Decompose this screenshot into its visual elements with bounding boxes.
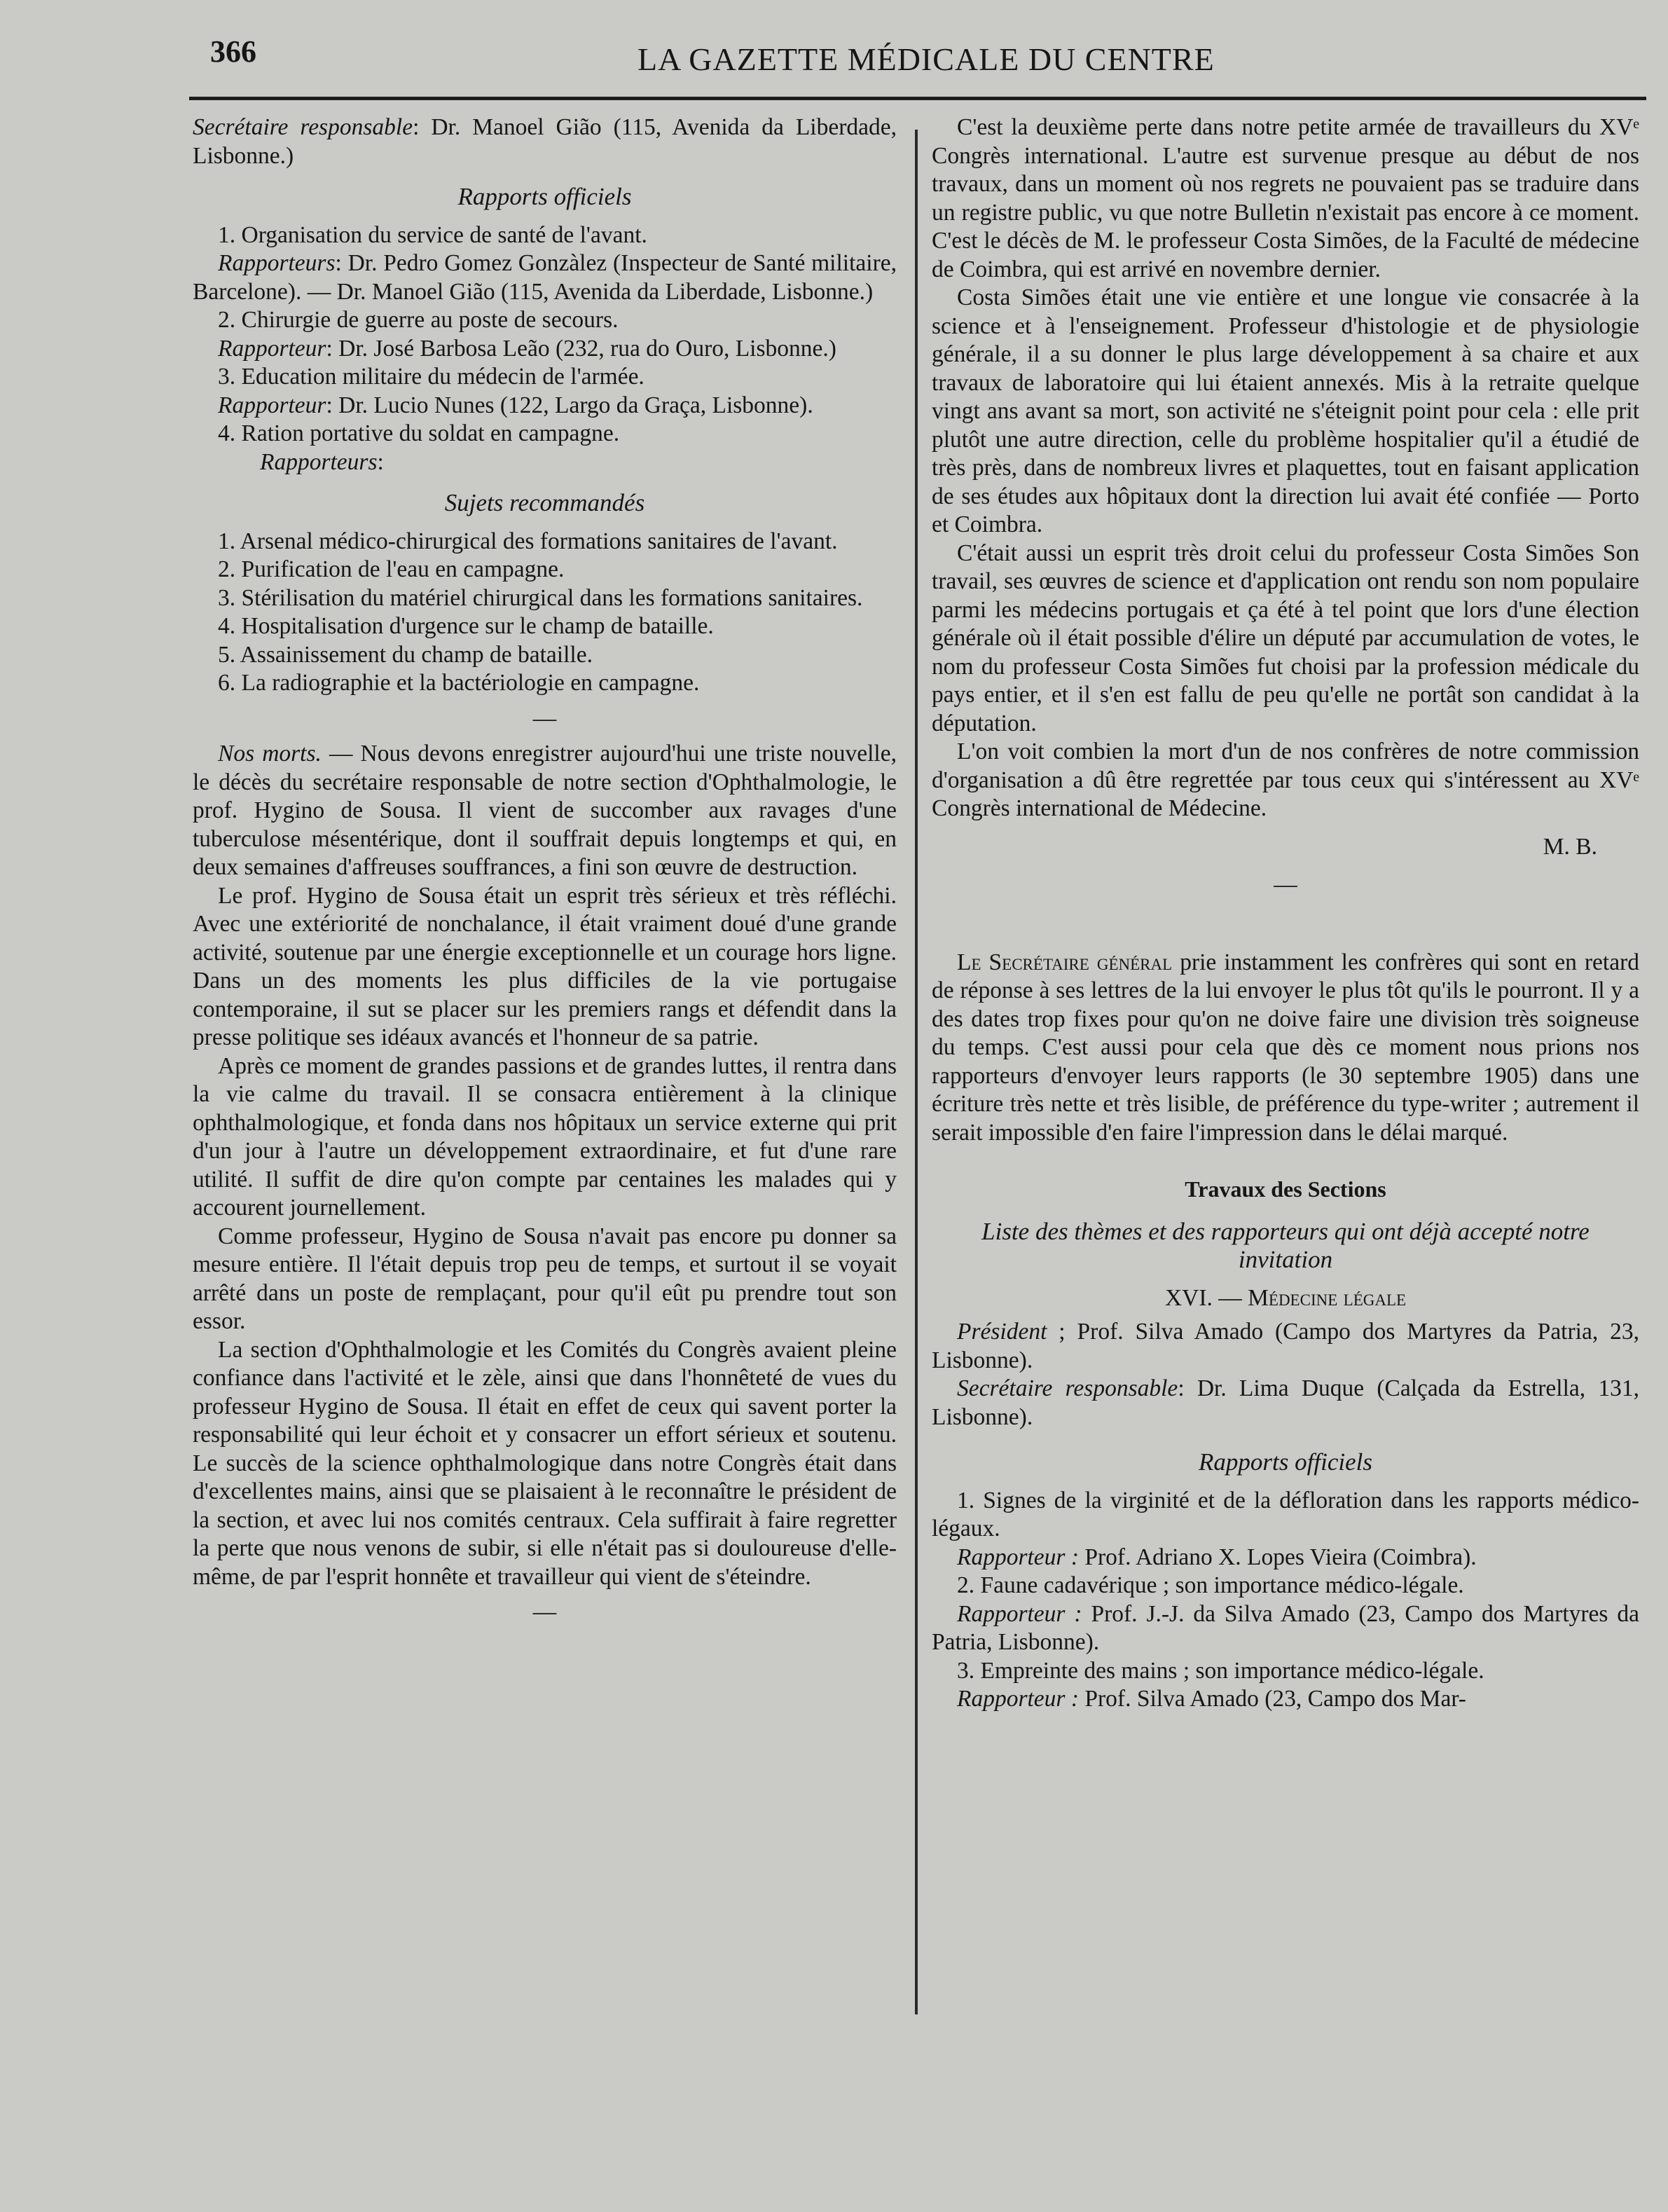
page-number: 366	[210, 34, 256, 69]
liste-heading: Liste des thèmes et des rapporteurs qui ont déjà accepté notre invitation	[981, 1217, 1590, 1273]
left-sujet-5: 5. Assainissement du champ de bataille.	[218, 641, 593, 668]
right-paragraph-3: C'était aussi un esprit très droit celui du professeur Costa Simões Son travail, ses œuvres de science et d'application ont rendu son nom populaire parmi les médecins portugais et ça été à tel point que lors d'une élection générale où il était possible d'élire un député par accumulation de votes, le nom du professeur Costa Simões fut choisi par la profession médicale du pays entier, et il s'en est fallu de peu qu'elle ne portât son candidat à la députation.	[932, 540, 1639, 736]
signature: M. B.	[1543, 833, 1597, 860]
header-rule	[189, 97, 1646, 100]
right-paragraph-4: L'on voit combien la mort d'un de nos confrères de notre commission d'organisation a dû être regrettée par tous ceux qui s'intéressent au XVᵉ Congrès international de Médecine.	[932, 739, 1639, 821]
running-head	[210, 34, 1626, 97]
left-rapport-1: 1. Organisation du service de santé de l'avant.	[218, 221, 647, 248]
left-paragraph-2: Le prof. Hygino de Sousa était un esprit très sérieux et très réfléchi. Avec une extériorité de nonchalance, il était vraiment doué d'une grande activité, soutenue par une énergie exceptionnelle et un courage hors ligne. Dans un des moments les plus difficiles de la vie portugaise contemporaine, il sut se placer sur les premiers rangs et défendit dans la presse politique ses idéaux avancés et l'honneur de sa patrie.	[193, 882, 897, 1050]
right-paragraph-secretaire-general: Le Secrétaire général prie instamment les confrères qui sont en retard de réponse à ses lettres de la lui envoyer le plus tôt qu'ils le pourront. Il y a des dates trop fixes pour qu'on ne doive faire une division très soigneuse du temps. C'est aussi pour cela que dès ce moment nous prions nos rapporteurs d'envoyer leurs rapports (le 30 septembre 1905) dans une écriture très nette et très lisible, de préférence du type-writer ; autrement il serait impossible d'en faire l'impression dans le délai marqué.	[932, 949, 1639, 1146]
column-divider	[915, 130, 918, 2014]
left-rapport-3: 3. Education militaire du médecin de l'armée.	[218, 364, 645, 390]
right-rapport-3: 3. Empreinte des mains ; son importance médico-légale.	[957, 1657, 1484, 1684]
right-paragraph-1: C'est la deuxième perte dans notre petite armée de travailleurs du XVᵉ Congrès international. L'autre est survenue presque au début de nos travaux, dans un moment où nos regrets ne pouvaient pas se traduire dans un registre public, vu que notre Bulletin n'existait pas encore à ce moment. C'est le décès de M. le professeur Costa Simões, de la Faculté de médecine de Coimbra, qui est arrivé en novembre dernier.	[932, 114, 1639, 282]
left-rapport-1-rapporteurs: Rapporteurs: Dr. Pedro Gomez Gonzàlez (Inspecteur de Santé militaire, Barcelone). — Dr. Manoel Gião (115, Avenida da Liberdade, Lisbonne.)	[193, 250, 897, 305]
left-paragraph-nos-morts: Nos morts. — Nous devons enregistrer aujourd'hui une triste nouvelle, le décès du secrétaire responsable de notre section d'Ophthalmologie, le prof. Hygino de Sousa. Il vient de succomber aux ravages d'une tuberculose mésentérique, dont il souffrait depuis longtemps et qui, en deux semaines d'affreuses souffrances, a fini son œuvre de destruction.	[193, 741, 897, 880]
left-secretaire: Secrétaire responsable: Dr. Manoel Gião (115, Avenida da Liberdade, Lisbonne.)	[193, 114, 897, 169]
left-paragraph-3: Après ce moment de grandes passions et de grandes luttes, il rentra dans la vie calme du travail. Il se consacra entièrement à la clinique ophthalmologique, et fonda dans nos hôpitaux un service externe qui prit d'un jour à l'autre un développement extraordinaire, et fut d'une rare utilité. Il suffit de dire qu'on compte par centaines les malades qui y accourent journellement.	[193, 1052, 897, 1221]
left-paragraph-5: La section d'Ophthalmologie et les Comités du Congrès avaient pleine confiance dans l'activité et le zèle, ainsi que dans l'honnêteté de vues du professeur Hygino de Sousa. Il était en effet de ceux qui savent porter la responsabilité qui leur échoit et y consacrer un effort sérieux et soutenu. Le succès de la science ophthalmologique dans notre Congrès était dans d'excellentes mains, ainsi que se plaisaient à le reconnaître le président de la section, et avec lui nos comités centraux. Cela suffirait à faire regretter la perte que nous venons de subir, si elle n'était pas si douloureuse d'elle-même, de par l'esprit honnête et travailleur qui vient de s'éteindre.	[193, 1336, 897, 1590]
right-dash-separator: —	[1274, 872, 1297, 898]
right-rapport-2: 2. Faune cadavérique ; son importance médico-légale.	[957, 1572, 1464, 1598]
right-rapports-heading: Rapports officiels	[1199, 1448, 1372, 1476]
left-rapport-4: 4. Ration portative du soldat en campagne.	[218, 420, 620, 446]
right-rapport-1: 1. Signes de la virginité et de la défloration dans les rapports médico-légaux.	[932, 1487, 1639, 1541]
right-column	[932, 114, 1639, 1714]
left-sujet-4: 4. Hospitalisation d'urgence sur le champ de bataille.	[218, 613, 714, 639]
right-president: Président ; Prof. Silva Amado (Campo dos Martyres da Patria, 23, Lisbonne).	[932, 1319, 1639, 1373]
left-rapport-3-rapporteur: Rapporteur: Dr. Lucio Nunes (122, Largo da Graça, Lisbonne).	[218, 392, 813, 418]
left-column	[193, 114, 897, 1634]
right-rapport-2-rapporteur: Rapporteur : Prof. J.-J. da Silva Amado (23, Campo dos Martyres da Patria, Lisbonne).	[932, 1600, 1639, 1655]
left-dash-separator: —	[532, 705, 557, 731]
left-rapports-heading: Rapports officiels	[457, 183, 632, 210]
left-sujets-heading: Sujets recommandés	[444, 489, 645, 516]
section-heading: XVI. — Médecine légale	[1164, 1284, 1407, 1311]
travaux-heading: Travaux des Sections	[1185, 1176, 1386, 1202]
left-sujet-2: 2. Purification de l'eau en campagne.	[218, 556, 565, 582]
left-sujet-6: 6. La radiographie et la bactériologie en campagne.	[218, 670, 700, 696]
left-rapport-2: 2. Chirurgie de guerre au poste de secours.	[218, 307, 619, 333]
right-secretaire: Secrétaire responsable: Dr. Lima Duque (Calçada da Estrella, 131, Lisbonne).	[932, 1375, 1639, 1430]
left-sujet-1: 1. Arsenal médico-chirurgical des formations sanitaires de l'avant.	[218, 528, 838, 554]
left-rapport-4-rapporteurs: Rapporteurs:	[260, 448, 384, 475]
right-paragraph-2: Costa Simões était une vie entière et une longue vie consacrée à la science et à l'enseignement. Professeur d'histologie et de physiologie générale, il a su donner le plus large développement à sa chaire et aux travaux de laboratoire qui lui étaient annexés. Mis à la retraite quelque vingt ans avant sa mort, son activité ne s'éteignit point pour cela : elle prit plutôt une autre direction, celle du problème hospitalier qu'il a étudié de très près, dans de nombreux livres et plaquettes, tout en faisant application de ses études aux hôpitaux dont la direction lui avait été confiée — Porto et Coimbra.	[932, 284, 1639, 537]
journal-title: LA GAZETTE MÉDICALE DU CENTRE	[637, 41, 1215, 77]
right-rapport-3-rapporteur: Rapporteur : Prof. Silva Amado (23, Campo dos Mar-	[957, 1686, 1466, 1712]
left-sujet-3: 3. Stérilisation du matériel chirurgical dans les formations sanitaires.	[218, 584, 863, 611]
right-rapport-1-rapporteur: Rapporteur : Prof. Adriano X. Lopes Vieira (Coimbra).	[957, 1544, 1477, 1570]
left-end-dash: —	[532, 1599, 557, 1625]
left-paragraph-4: Comme professeur, Hygino de Sousa n'avait pas encore pu donner sa mesure entière. Il l'était depuis trop peu de temps, et surtout il se voyait arrêté dans un poste de remplaçant, pour qu'il eût pu prendre tout son essor.	[193, 1223, 897, 1334]
left-rapport-2-rapporteur: Rapporteur: Dr. José Barbosa Leão (232, rua do Ouro, Lisbonne.)	[218, 335, 836, 362]
